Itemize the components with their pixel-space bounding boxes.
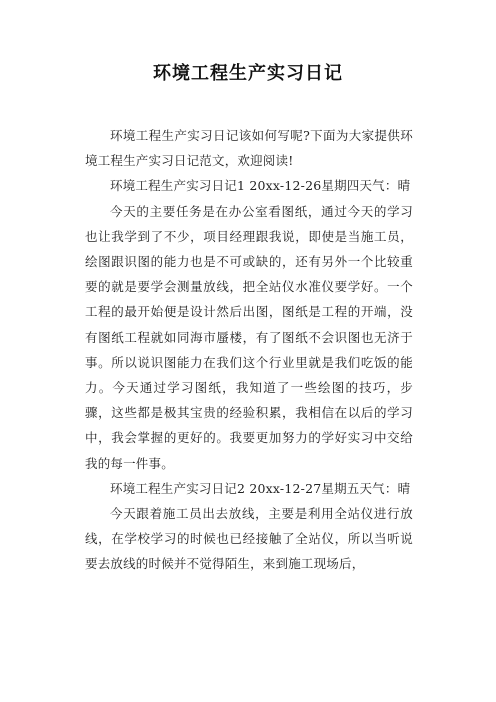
diary-entry-1-body: 今天的主要任务是在办公室看图纸，通过今天的学习也让我学到了不少，项目经理跟我说，即使是当施工员，绘图跟识图的能力也是不可或缺的，还有另外一个比较重要的就是要学会测量放线，把全站仪水准仪要学好。一个工程的最开始便是设计然后出图，图纸是工程的开端，没有图纸工程就如同海市蜃楼，有了图纸不会识图也无济于事。所以说识图能力在我们这个行业里就是我们吃饭的能力。今天通过学习图纸，我知道了一些绘图的技巧，步骤，这些都是极其宝贵的经验积累，我相信在以后的学习中，我会掌握的更好的。我要更加努力的学好实习中交给我的每一件事。 xyxy=(85,203,413,471)
diary-entry-1-heading: 环境工程生产实习日记1 20xx-12-26星期四天气：晴 xyxy=(110,178,411,194)
intro-paragraph: 环境工程生产实习日记该如何写呢?下面为大家提供环境工程生产实习日记范文，欢迎阅读! xyxy=(85,128,413,169)
diary-entry-2-body: 今天跟着施工员出去放线，主要是利用全站仪进行放线，在学校学习的时候也已经接触了全站仪，所以当听说要去放线的时候并不觉得陌生，来到施工现场后， xyxy=(85,506,413,572)
document-title: 环境工程生产实习日记 xyxy=(153,63,343,84)
document-body xyxy=(85,123,413,577)
diary-entry-2-heading: 环境工程生产实习日记2 20xx-12-27星期五天气：晴 xyxy=(110,480,411,496)
